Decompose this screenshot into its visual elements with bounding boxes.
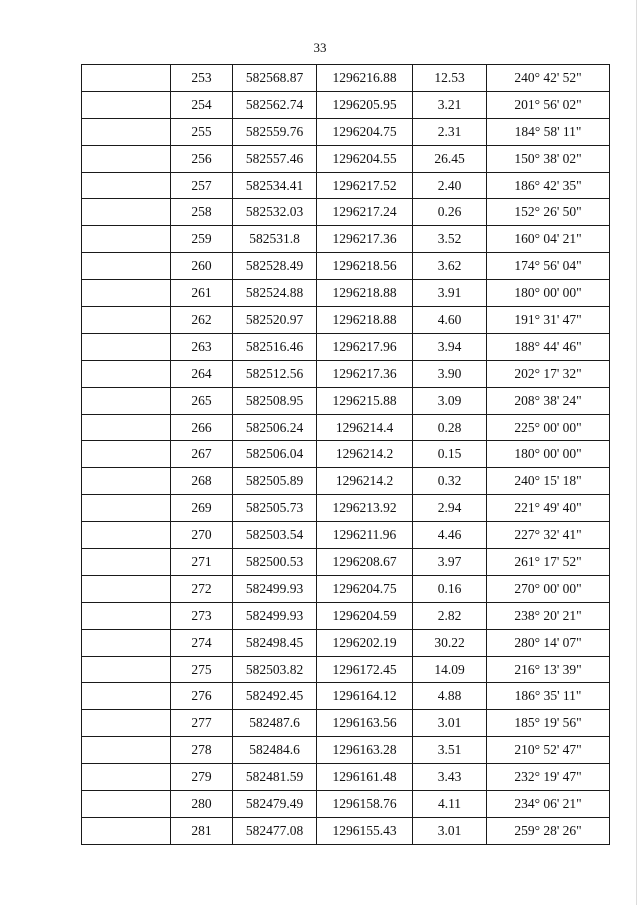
- x-coordinate-cell: 582557.46: [233, 145, 317, 172]
- direction-angle-cell: 186° 42' 35": [487, 172, 610, 199]
- distance-cell: 3.97: [413, 549, 487, 576]
- table-row: [82, 65, 610, 92]
- blank-cell: [82, 495, 171, 522]
- point-number-cell: 273: [171, 602, 233, 629]
- page-number: 33: [313, 40, 327, 55]
- y-coordinate-cell: 1296215.88: [317, 387, 413, 414]
- point-number-cell: 270: [171, 522, 233, 549]
- table-row: [82, 307, 610, 334]
- x-coordinate-cell: 582559.76: [233, 118, 317, 145]
- y-coordinate-cell: 1296211.96: [317, 522, 413, 549]
- blank-cell: [82, 710, 171, 737]
- point-number-cell: 276: [171, 683, 233, 710]
- blank-cell: [82, 764, 171, 791]
- blank-cell: [82, 199, 171, 226]
- blank-cell: [82, 441, 171, 468]
- x-coordinate-cell: 582506.24: [233, 414, 317, 441]
- x-coordinate-cell: 582484.6: [233, 737, 317, 764]
- point-number-cell: 263: [171, 333, 233, 360]
- x-coordinate-cell: 582487.6: [233, 710, 317, 737]
- point-number-cell: 274: [171, 629, 233, 656]
- y-coordinate-cell: 1296217.52: [317, 172, 413, 199]
- x-coordinate-cell: 582512.56: [233, 360, 317, 387]
- x-coordinate-cell: 582532.03: [233, 199, 317, 226]
- direction-angle-cell: 232° 19' 47": [487, 764, 610, 791]
- y-coordinate-cell: 1296217.36: [317, 360, 413, 387]
- point-number-cell: 272: [171, 575, 233, 602]
- direction-angle-cell: 216° 13' 39": [487, 656, 610, 683]
- x-coordinate-cell: 582481.59: [233, 764, 317, 791]
- table-row: [82, 280, 610, 307]
- direction-angle-cell: 174° 56' 04": [487, 253, 610, 280]
- y-coordinate-cell: 1296217.96: [317, 333, 413, 360]
- point-number-cell: 269: [171, 495, 233, 522]
- table-row: [82, 172, 610, 199]
- x-coordinate-cell: 582520.97: [233, 307, 317, 334]
- blank-cell: [82, 575, 171, 602]
- distance-cell: 2.40: [413, 172, 487, 199]
- distance-cell: 4.88: [413, 683, 487, 710]
- distance-cell: 2.94: [413, 495, 487, 522]
- direction-angle-cell: 225° 00' 00": [487, 414, 610, 441]
- point-number-cell: 262: [171, 307, 233, 334]
- table-row: [82, 118, 610, 145]
- y-coordinate-cell: 1296214.2: [317, 468, 413, 495]
- direction-angle-cell: 210° 52' 47": [487, 737, 610, 764]
- direction-angle-cell: 150° 38' 02": [487, 145, 610, 172]
- direction-angle-cell: 234° 06' 21": [487, 791, 610, 818]
- x-coordinate-cell: 582534.41: [233, 172, 317, 199]
- y-coordinate-cell: 1296204.75: [317, 118, 413, 145]
- direction-angle-cell: 227° 32' 41": [487, 522, 610, 549]
- point-number-cell: 256: [171, 145, 233, 172]
- x-coordinate-cell: 582568.87: [233, 65, 317, 92]
- distance-cell: 3.01: [413, 817, 487, 844]
- direction-angle-cell: 259° 28' 26": [487, 817, 610, 844]
- x-coordinate-cell: 582506.04: [233, 441, 317, 468]
- blank-cell: [82, 468, 171, 495]
- y-coordinate-cell: 1296164.12: [317, 683, 413, 710]
- point-number-cell: 278: [171, 737, 233, 764]
- blank-cell: [82, 629, 171, 656]
- point-number-cell: 281: [171, 817, 233, 844]
- y-coordinate-cell: 1296214.2: [317, 441, 413, 468]
- point-number-cell: 259: [171, 226, 233, 253]
- distance-cell: 0.15: [413, 441, 487, 468]
- direction-angle-cell: 238° 20' 21": [487, 602, 610, 629]
- direction-angle-cell: 261° 17' 52": [487, 549, 610, 576]
- blank-cell: [82, 656, 171, 683]
- point-number-cell: 267: [171, 441, 233, 468]
- table-row: [82, 226, 610, 253]
- distance-cell: 4.46: [413, 522, 487, 549]
- x-coordinate-cell: 582528.49: [233, 253, 317, 280]
- x-coordinate-cell: 582562.74: [233, 91, 317, 118]
- blank-cell: [82, 118, 171, 145]
- direction-angle-cell: 185° 19' 56": [487, 710, 610, 737]
- blank-cell: [82, 683, 171, 710]
- point-number-cell: 265: [171, 387, 233, 414]
- table-row: [82, 602, 610, 629]
- y-coordinate-cell: 1296218.88: [317, 307, 413, 334]
- x-coordinate-cell: 582505.73: [233, 495, 317, 522]
- table-row: [82, 817, 610, 844]
- table-row: [82, 253, 610, 280]
- table-row: [82, 468, 610, 495]
- distance-cell: 3.90: [413, 360, 487, 387]
- direction-angle-cell: 184° 58' 11": [487, 118, 610, 145]
- table-row: [82, 91, 610, 118]
- blank-cell: [82, 307, 171, 334]
- point-number-cell: 254: [171, 91, 233, 118]
- x-coordinate-cell: 582477.08: [233, 817, 317, 844]
- direction-angle-cell: 270° 00' 00": [487, 575, 610, 602]
- direction-angle-cell: 201° 56' 02": [487, 91, 610, 118]
- direction-angle-cell: 240° 15' 18": [487, 468, 610, 495]
- point-number-cell: 264: [171, 360, 233, 387]
- y-coordinate-cell: 1296218.56: [317, 253, 413, 280]
- distance-cell: 0.26: [413, 199, 487, 226]
- table-row: [82, 360, 610, 387]
- table-body: [82, 65, 610, 845]
- distance-cell: 0.16: [413, 575, 487, 602]
- distance-cell: 26.45: [413, 145, 487, 172]
- distance-cell: 2.82: [413, 602, 487, 629]
- x-coordinate-cell: 582498.45: [233, 629, 317, 656]
- direction-angle-cell: 152° 26' 50": [487, 199, 610, 226]
- point-number-cell: 260: [171, 253, 233, 280]
- y-coordinate-cell: 1296204.75: [317, 575, 413, 602]
- direction-angle-cell: 186° 35' 11": [487, 683, 610, 710]
- y-coordinate-cell: 1296172.45: [317, 656, 413, 683]
- blank-cell: [82, 414, 171, 441]
- table-row: [82, 656, 610, 683]
- blank-cell: [82, 737, 171, 764]
- direction-angle-cell: 160° 04' 21": [487, 226, 610, 253]
- x-coordinate-cell: 582505.89: [233, 468, 317, 495]
- table-row: [82, 710, 610, 737]
- table-row: [82, 495, 610, 522]
- blank-cell: [82, 145, 171, 172]
- table-row: [82, 791, 610, 818]
- x-coordinate-cell: 582499.93: [233, 575, 317, 602]
- blank-cell: [82, 549, 171, 576]
- blank-cell: [82, 360, 171, 387]
- blank-cell: [82, 522, 171, 549]
- x-coordinate-cell: 582508.95: [233, 387, 317, 414]
- y-coordinate-cell: 1296155.43: [317, 817, 413, 844]
- table-row: [82, 441, 610, 468]
- point-number-cell: 268: [171, 468, 233, 495]
- point-number-cell: 280: [171, 791, 233, 818]
- distance-cell: 4.11: [413, 791, 487, 818]
- distance-cell: 3.51: [413, 737, 487, 764]
- distance-cell: 12.53: [413, 65, 487, 92]
- y-coordinate-cell: 1296218.88: [317, 280, 413, 307]
- distance-cell: 0.32: [413, 468, 487, 495]
- x-coordinate-cell: 582492.45: [233, 683, 317, 710]
- point-number-cell: 275: [171, 656, 233, 683]
- coordinates-table: [81, 64, 610, 845]
- direction-angle-cell: 188° 44' 46": [487, 333, 610, 360]
- table-row: [82, 549, 610, 576]
- point-number-cell: 257: [171, 172, 233, 199]
- y-coordinate-cell: 1296205.95: [317, 91, 413, 118]
- y-coordinate-cell: 1296213.92: [317, 495, 413, 522]
- blank-cell: [82, 791, 171, 818]
- distance-cell: 30.22: [413, 629, 487, 656]
- blank-cell: [82, 91, 171, 118]
- y-coordinate-cell: 1296163.28: [317, 737, 413, 764]
- distance-cell: 3.43: [413, 764, 487, 791]
- direction-angle-cell: 191° 31' 47": [487, 307, 610, 334]
- x-coordinate-cell: 582503.82: [233, 656, 317, 683]
- point-number-cell: 277: [171, 710, 233, 737]
- direction-angle-cell: 180° 00' 00": [487, 280, 610, 307]
- table-row: [82, 764, 610, 791]
- distance-cell: 3.09: [413, 387, 487, 414]
- point-number-cell: 258: [171, 199, 233, 226]
- blank-cell: [82, 172, 171, 199]
- x-coordinate-cell: 582524.88: [233, 280, 317, 307]
- point-number-cell: 271: [171, 549, 233, 576]
- table-row: [82, 333, 610, 360]
- direction-angle-cell: 240° 42' 52": [487, 65, 610, 92]
- direction-angle-cell: 208° 38' 24": [487, 387, 610, 414]
- table-row: [82, 629, 610, 656]
- table-row: [82, 683, 610, 710]
- point-number-cell: 261: [171, 280, 233, 307]
- direction-angle-cell: 280° 14' 07": [487, 629, 610, 656]
- blank-cell: [82, 226, 171, 253]
- y-coordinate-cell: 1296214.4: [317, 414, 413, 441]
- table-row: [82, 522, 610, 549]
- blank-cell: [82, 65, 171, 92]
- distance-cell: 4.60: [413, 307, 487, 334]
- table-row: [82, 199, 610, 226]
- blank-cell: [82, 333, 171, 360]
- x-coordinate-cell: 582531.8: [233, 226, 317, 253]
- y-coordinate-cell: 1296163.56: [317, 710, 413, 737]
- table-row: [82, 387, 610, 414]
- y-coordinate-cell: 1296204.55: [317, 145, 413, 172]
- distance-cell: 3.94: [413, 333, 487, 360]
- direction-angle-cell: 202° 17' 32": [487, 360, 610, 387]
- distance-cell: 3.91: [413, 280, 487, 307]
- distance-cell: 3.01: [413, 710, 487, 737]
- y-coordinate-cell: 1296217.36: [317, 226, 413, 253]
- direction-angle-cell: 180° 00' 00": [487, 441, 610, 468]
- blank-cell: [82, 253, 171, 280]
- blank-cell: [82, 280, 171, 307]
- y-coordinate-cell: 1296208.67: [317, 549, 413, 576]
- point-number-cell: 279: [171, 764, 233, 791]
- y-coordinate-cell: 1296161.48: [317, 764, 413, 791]
- x-coordinate-cell: 582500.53: [233, 549, 317, 576]
- scan-edge-line: [636, 0, 637, 905]
- point-number-cell: 266: [171, 414, 233, 441]
- distance-cell: 3.21: [413, 91, 487, 118]
- y-coordinate-cell: 1296204.59: [317, 602, 413, 629]
- point-number-cell: 255: [171, 118, 233, 145]
- x-coordinate-cell: 582516.46: [233, 333, 317, 360]
- distance-cell: 2.31: [413, 118, 487, 145]
- table-row: [82, 575, 610, 602]
- table-row: [82, 145, 610, 172]
- table-row: [82, 414, 610, 441]
- direction-angle-cell: 221° 49' 40": [487, 495, 610, 522]
- y-coordinate-cell: 1296158.76: [317, 791, 413, 818]
- y-coordinate-cell: 1296217.24: [317, 199, 413, 226]
- distance-cell: 3.62: [413, 253, 487, 280]
- table-row: [82, 737, 610, 764]
- distance-cell: 3.52: [413, 226, 487, 253]
- blank-cell: [82, 602, 171, 629]
- x-coordinate-cell: 582503.54: [233, 522, 317, 549]
- y-coordinate-cell: 1296202.19: [317, 629, 413, 656]
- blank-cell: [82, 387, 171, 414]
- x-coordinate-cell: 582479.49: [233, 791, 317, 818]
- y-coordinate-cell: 1296216.88: [317, 65, 413, 92]
- distance-cell: 0.28: [413, 414, 487, 441]
- blank-cell: [82, 817, 171, 844]
- point-number-cell: 253: [171, 65, 233, 92]
- x-coordinate-cell: 582499.93: [233, 602, 317, 629]
- distance-cell: 14.09: [413, 656, 487, 683]
